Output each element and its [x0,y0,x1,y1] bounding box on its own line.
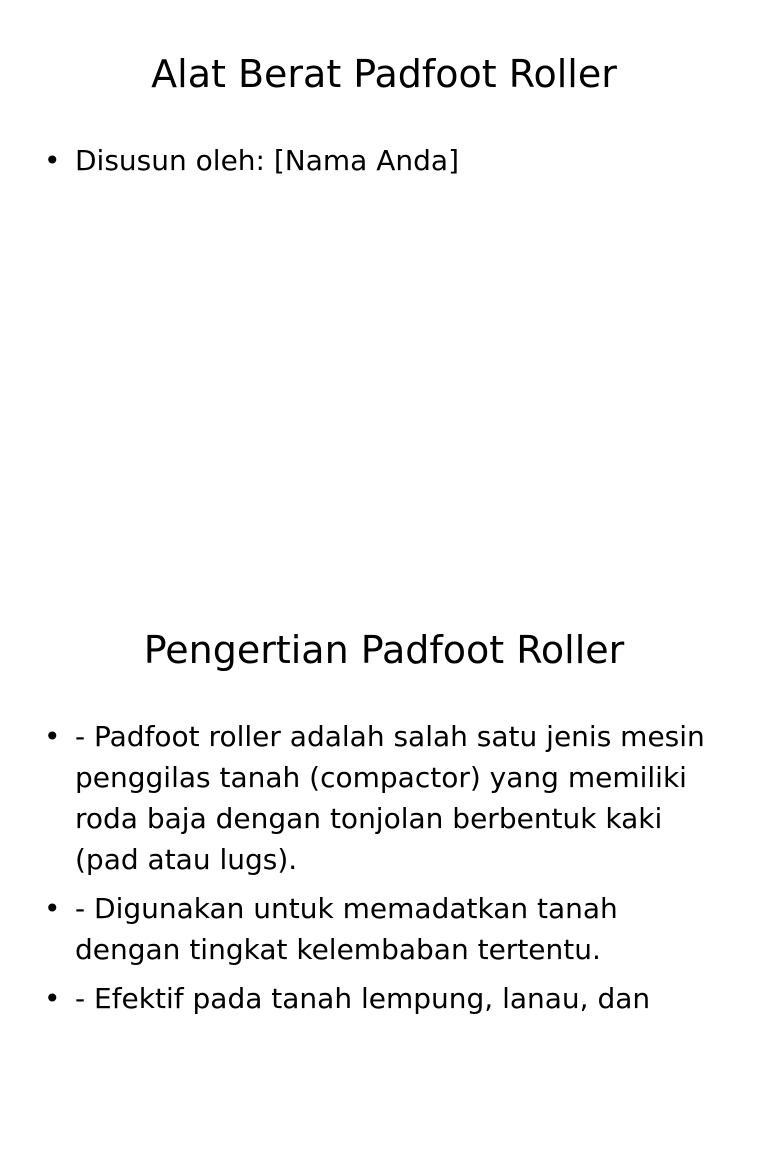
bullet-list [44,716,724,1027]
bullet-item [44,140,724,181]
bullet-dot-icon: • [44,144,61,177]
slide-title: Alat Berat Padfoot Roller [151,52,617,96]
slide-title: Pengertian Padfoot Roller [143,628,625,672]
bullet-list [44,140,724,189]
bullet-text: - Padfoot roller adalah salah satu jenis mesin penggilas tanah (compactor) yang memiliki roda baja dengan tonjolan berbentuk kaki (pad atau lugs). [75,720,705,876]
bullet-dot-icon: • [44,982,61,1015]
slide-2 [0,576,768,1152]
bullet-text: - Efektif pada tanah lempung, lanau, dan [75,982,651,1015]
bullet-item [44,716,724,880]
bullet-text: Disusun oleh: [Nama Anda] [75,144,459,177]
bullet-dot-icon: • [44,892,61,925]
bullet-item [44,888,724,970]
bullet-item [44,978,724,1019]
bullet-text: - Digunakan untuk memadatkan tanah dengan tingkat kelembaban tertentu. [75,892,618,966]
bullet-dot-icon: • [44,720,61,753]
